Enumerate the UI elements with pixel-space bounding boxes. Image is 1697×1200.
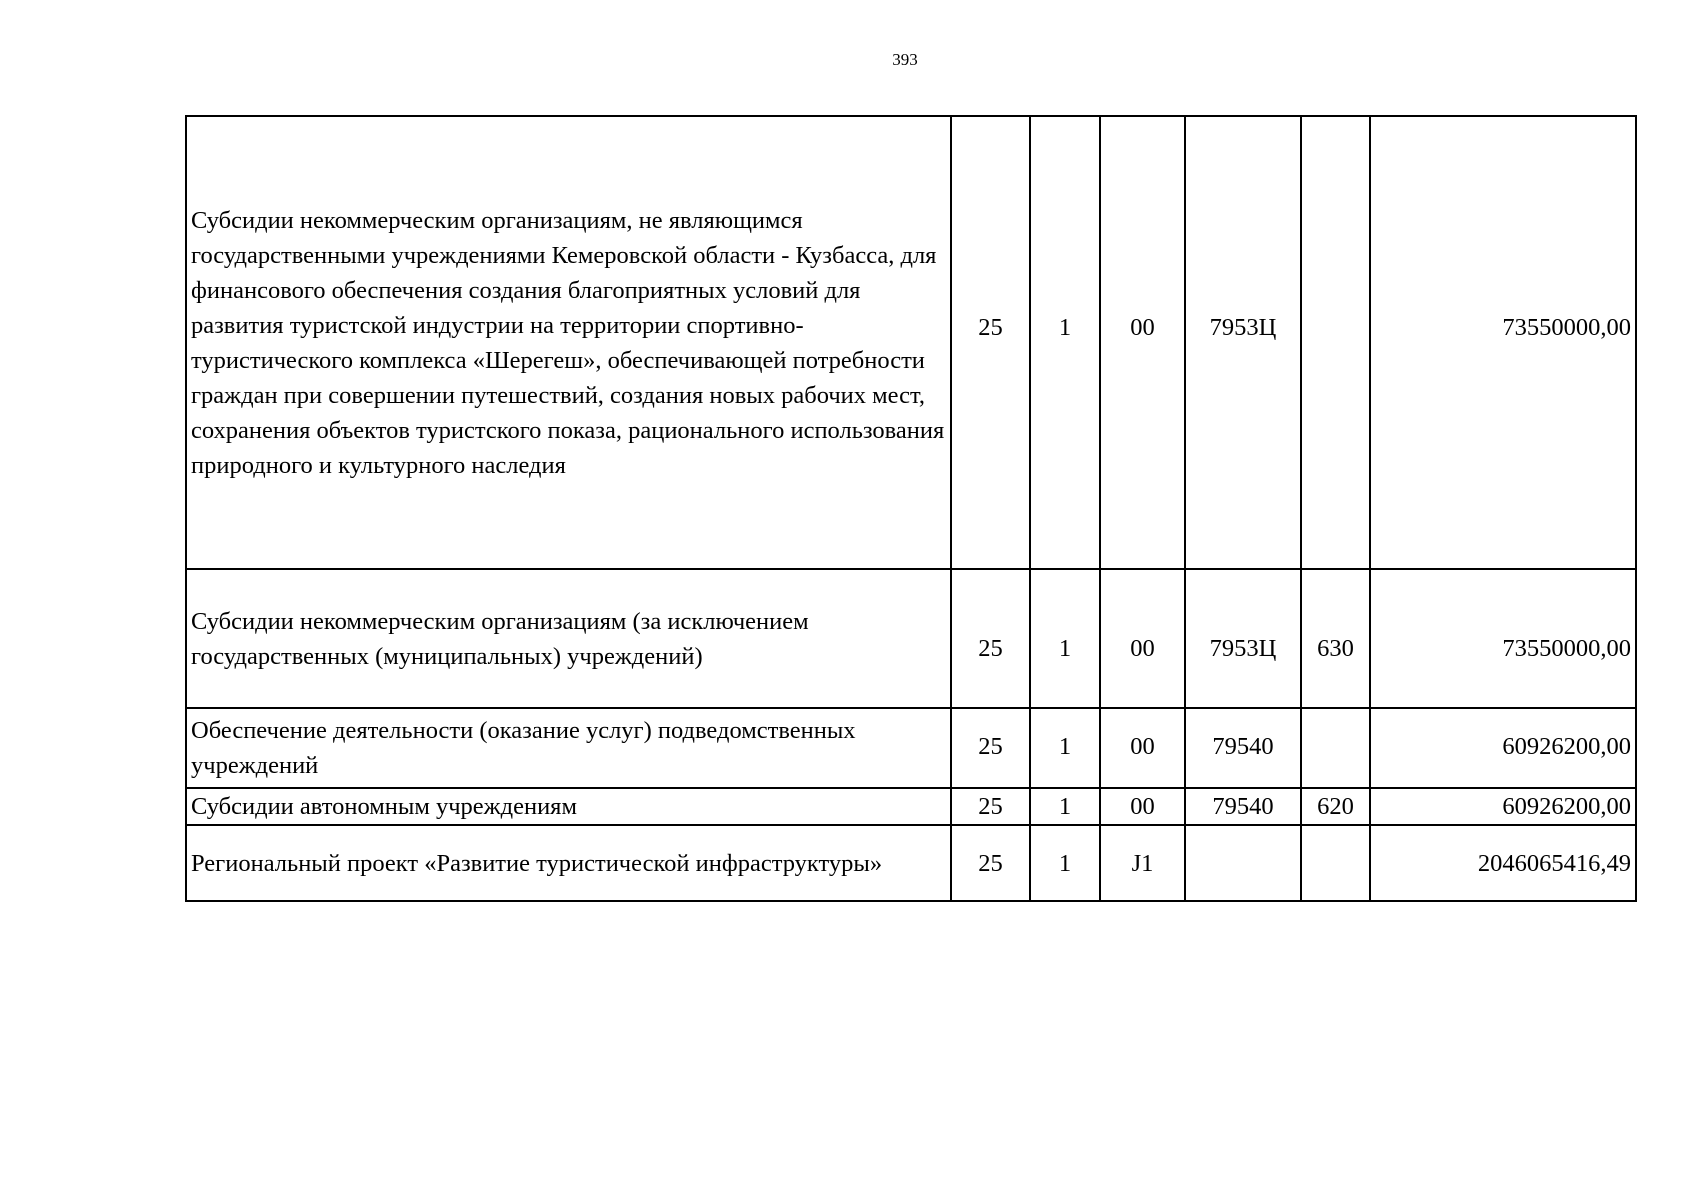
code-cell: 25 [951, 569, 1030, 708]
code-cell: 1 [1030, 825, 1100, 901]
page-number: 393 [892, 50, 918, 69]
code-cell: 1 [1030, 569, 1100, 708]
code-cell: 25 [951, 788, 1030, 825]
table-row [186, 569, 1636, 708]
sum-cell: 60926200,00 [1370, 788, 1636, 825]
code-cell: 79540 [1185, 708, 1301, 788]
row-name-cell: Региональный проект «Развитие туристической инфраструктуры» [186, 825, 951, 901]
sum-cell: 73550000,00 [1370, 116, 1636, 569]
code-cell: 25 [951, 708, 1030, 788]
code-cell: 1 [1030, 788, 1100, 825]
code-cell: 630 [1301, 569, 1370, 708]
row-name-cell: Обеспечение деятельности (оказание услуг) подведомственных учреждений [186, 708, 951, 788]
sum-cell: 60926200,00 [1370, 708, 1636, 788]
table-row [186, 825, 1636, 901]
code-cell: 620 [1301, 788, 1370, 825]
budget-table [185, 115, 1637, 902]
code-cell: 1 [1030, 708, 1100, 788]
code-cell: 7953Ц [1185, 116, 1301, 569]
code-cell [1301, 825, 1370, 901]
table-row [186, 116, 1636, 569]
code-cell [1301, 708, 1370, 788]
code-cell: 7953Ц [1185, 569, 1301, 708]
code-cell: 1 [1030, 116, 1100, 569]
row-name-cell: Субсидии некоммерческим организациям, не являющимся государственными учреждениями Кемеровской области - Кузбасса, для финансового обеспечения создания благоприятных условий для развития туристской индустрии на территории спортивно-туристического комплекса «Шерегеш», обеспечивающей потребности граждан при совершении путешествий, создания новых рабочих мест, сохранения объектов туристского показа, рационального использования природного и культурного наследия [186, 116, 951, 569]
sum-cell: 73550000,00 [1370, 569, 1636, 708]
code-cell: 25 [951, 825, 1030, 901]
code-cell: 00 [1100, 116, 1185, 569]
row-name-cell: Субсидии некоммерческим организациям (за исключением государственных (муниципальных) учреждений) [186, 569, 951, 708]
table-row [186, 708, 1636, 788]
code-cell: J1 [1100, 825, 1185, 901]
row-name-cell: Субсидии автономным учреждениям [186, 788, 951, 825]
code-cell [1301, 116, 1370, 569]
code-cell: 00 [1100, 708, 1185, 788]
table-row [186, 788, 1636, 825]
sum-cell: 2046065416,49 [1370, 825, 1636, 901]
code-cell: 79540 [1185, 788, 1301, 825]
code-cell [1185, 825, 1301, 901]
code-cell: 25 [951, 116, 1030, 569]
code-cell: 00 [1100, 569, 1185, 708]
code-cell: 00 [1100, 788, 1185, 825]
